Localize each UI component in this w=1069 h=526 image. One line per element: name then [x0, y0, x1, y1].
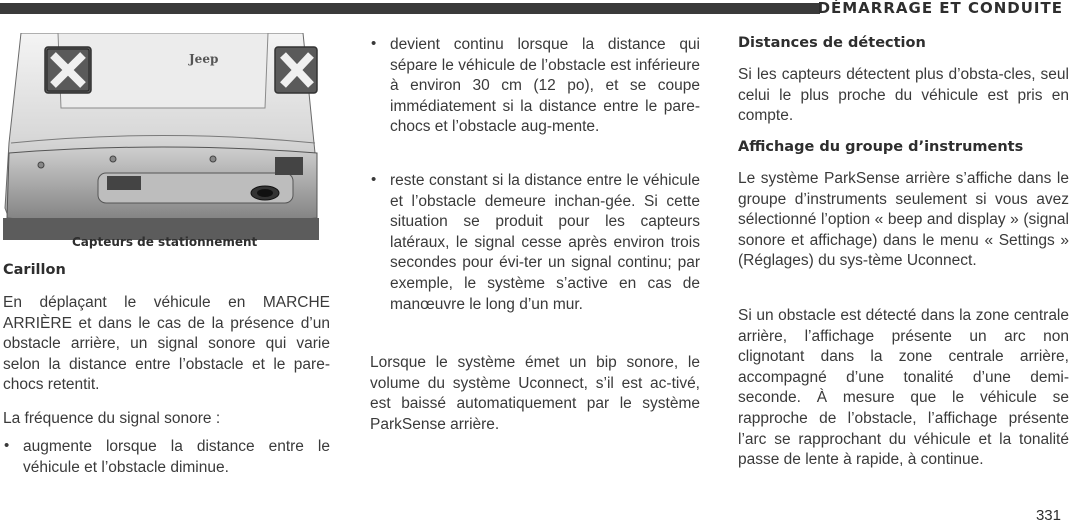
- rear-vehicle-photo: [3, 33, 319, 240]
- bullet-glyph: •: [4, 437, 10, 454]
- section-title: DÉMARRAGE ET CONDUITE: [817, 0, 1063, 17]
- figure-caption: Capteurs de stationnement: [72, 235, 258, 249]
- paragraph-volume: Lorsque le système émet un bip sonore, le volume du système Uconnect, s’il est ac-tivé, est baissé automatiquement par le système ParkSense arrière.: [370, 354, 700, 433]
- paragraph-detection: Si les capteurs détectent plus d’obsta-cles, seul celui le plus proche du véhicule est pris en compte.: [738, 66, 1069, 125]
- bullet-item-2: [370, 35, 700, 138]
- paragraph-center-zone: Si un obstacle est détecté dans la zone centrale arrière, l’affichage présente un arc non clignotant dans la zone centrale arrière, accompagné d’une tonalité d’une demi-seconde. À mesure que le véhicule se rapproche de l’obstacle, l’affichage présente l’arc se rapprochant du véhicule et la tonalité passe de lente à rapide, à continue.: [738, 307, 1069, 469]
- bullet-glyph: •: [371, 35, 377, 52]
- bullet-glyph: •: [371, 171, 377, 188]
- paragraph-display-settings: Le système ParkSense arrière s’affiche dans le groupe d’instruments seulement si vous avez sélectionné l’option « beep and display » (signal sonore et affichage) dans le menu « Settings » (Réglages) du sys-tème Uconnect.: [738, 170, 1069, 270]
- page-header: [0, 0, 1069, 17]
- page-number: 331: [1035, 507, 1061, 524]
- paragraph-frequency: La fréquence du signal sonore :: [3, 410, 221, 427]
- heading-instrument-display: Affichage du groupe d’instruments: [738, 139, 1024, 155]
- header-rule: [0, 3, 820, 14]
- jeep-logo-text: Jeep: [189, 52, 219, 66]
- bullet-item-3-text: reste constant si la distance entre le véhicule et l’obstacle demeure inchan-gée. Si cette situation se produit pour les capteurs latéraux, le signal cesse après environ trois secondes pour évi-ter un signal continu; par exemple, le système s’active en cas de manœuvre le long d’un mur.: [390, 172, 700, 313]
- paragraph-carillon-intro: En déplaçant le véhicule en MARCHE ARRIÈRE et dans le cas de la présence d’un obstacle arrière, un signal sonore qui varie selon la distance entre l’obstacle et le pare-chocs retentit.: [3, 294, 330, 394]
- heading-detection-distances: Distances de détection: [738, 35, 926, 51]
- bullet-item-1-text: augmente lorsque la distance entre le véhicule et l’obstacle diminue.: [23, 438, 330, 476]
- bullet-item-2-text: devient continu lorsque la distance qui sépare le véhicule de l’obstacle est inférieure à environ 30 cm (12 po), et se coupe immédiatement si la distance entre le pare-chocs et l’obstacle aug-mente.: [390, 36, 700, 136]
- bullet-item-3: [370, 171, 700, 315]
- bullet-item-1: [3, 437, 330, 478]
- heading-carillon: Carillon: [3, 262, 66, 278]
